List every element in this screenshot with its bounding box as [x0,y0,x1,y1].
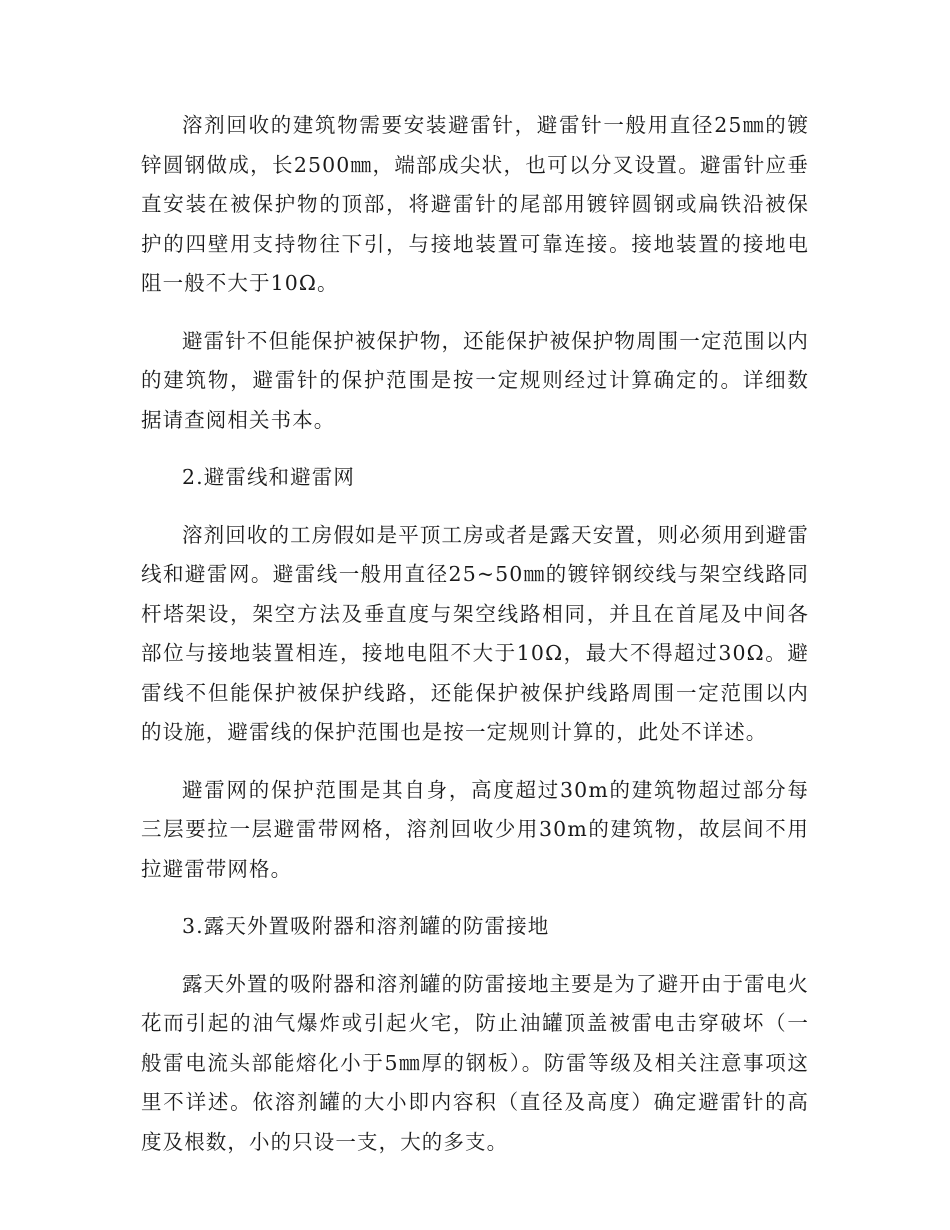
document-body [141,106,809,1180]
paragraph-lightning-rod-installation: 溶剂回收的建筑物需要安装避雷针，避雷针一般用直径25㎜的镀锌圆钢做成，长2500㎜，端部成尖状，也可以分叉设置。避雷针应垂直安装在被保护物的顶部，将避雷针的尾部用镀锌圆钢或扁铁沿被保护的四壁用支持物往下引，与接地装置可靠连接。接地装置的接地电阻一般不大于10Ω。 [141,113,809,295]
paragraph-lightning-net: 避雷网的保护范围是其自身，高度超过30m的建筑物超过部分每三层要拉一层避雷带网格，溶剂回收少用30m的建筑物，故层间不用拉避雷带网格。 [141,777,809,881]
section-heading-lightning-wire-and-net: 2.避雷线和避雷网 [182,465,355,489]
section-heading-outdoor-adsorber-grounding: 3.露天外置吸附器和溶剂罐的防雷接地 [182,914,550,938]
paragraph-lightning-wire: 溶剂回收的工房假如是平顶工房或者是露天安置，则必须用到避雷线和避雷网。避雷线一般用直径25~50㎜的镀锌钢绞线与架空线路同杆塔架设，架空方法及垂直度与架空线路相同，并且在首尾及中间各部位与接地装置相连，接地电阻不大于10Ω，最大不得超过30Ω。避雷线不但能保护被保护线路，还能保护被保护线路周围一定范围以内的设施，避雷线的保护范围也是按一定规则计算的，此处不详述。 [141,522,809,744]
paragraph-lightning-rod-protection-range: 避雷针不但能保护被保护物，还能保护被保护物周围一定范围以内的建筑物，避雷针的保护范围是按一定规则经过计算确定的。详细数据请查阅相关书本。 [141,328,809,432]
paragraph-outdoor-adsorber-grounding: 露天外置的吸附器和溶剂罐的防雷接地主要是为了避开由于雷电火花而引起的油气爆炸或引起火宅，防止油罐顶盖被雷电击穿破坏（一般雷电流头部能熔化小于5㎜厚的钢板）。防雷等级及相关注意事项这里不详述。依溶剂罐的大小即内容积（直径及高度）确定避雷针的高度及根数，小的只设一支，大的多支。 [141,971,809,1154]
